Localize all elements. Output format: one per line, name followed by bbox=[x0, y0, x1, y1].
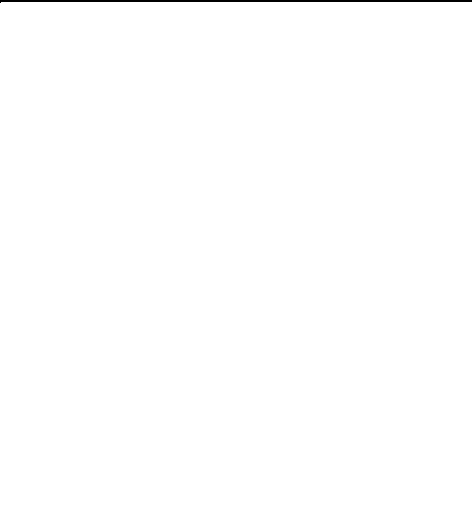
wilks-statistics-table bbox=[0, 0, 472, 2]
coefficients-header bbox=[178, 1, 325, 2]
wilks-header bbox=[325, 1, 472, 2]
root-bar-chart bbox=[0, 342, 474, 527]
table-header-row-1 bbox=[1, 1, 472, 2]
variables-header bbox=[1, 1, 178, 2]
